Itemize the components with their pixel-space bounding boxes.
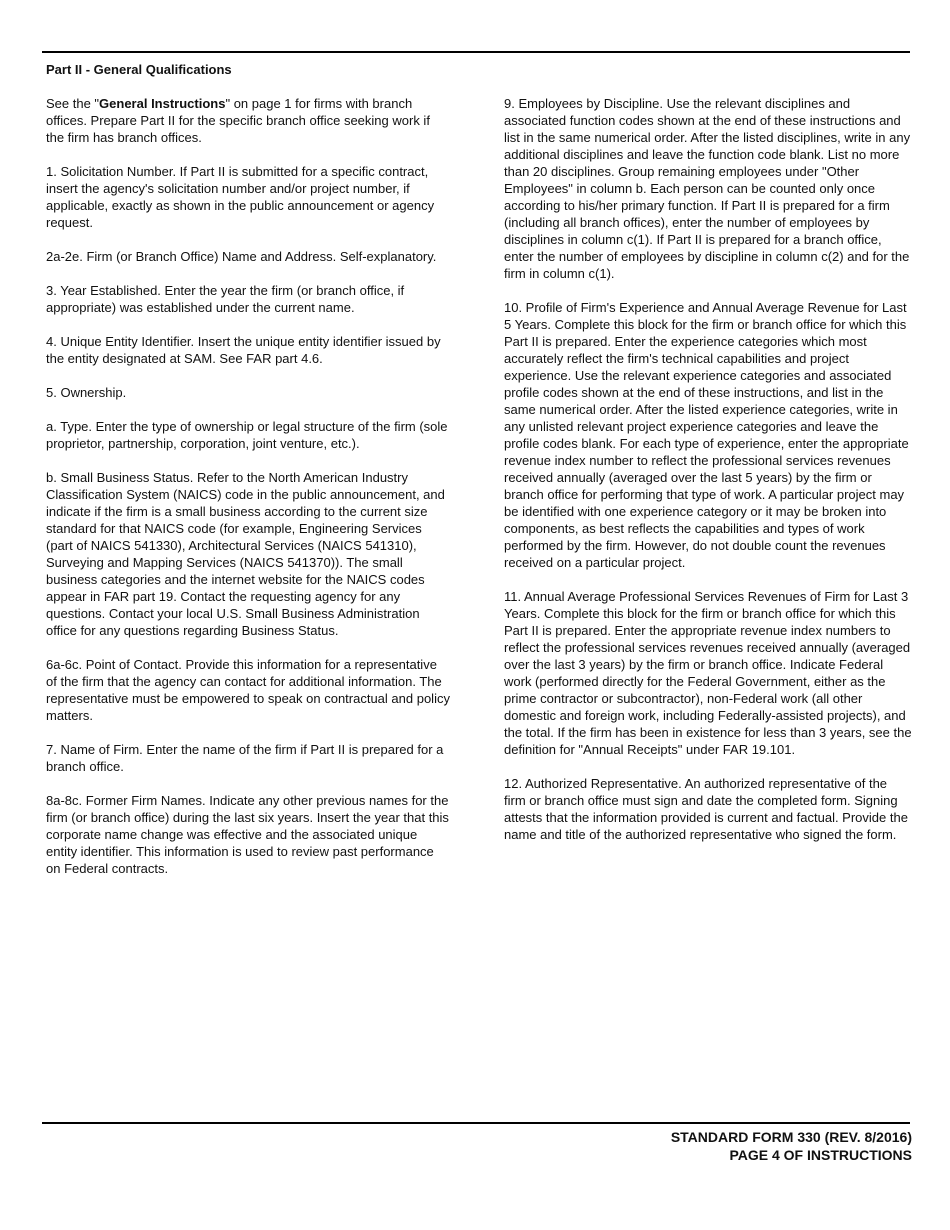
top-divider xyxy=(42,51,910,53)
item-5b-small-business-status: b. Small Business Status. Refer to the North American Industry Classification System (NAICS) code in the public announcement, and indicate if the firm is a small business according to the current size standard for that NAICS code (for example, Engineering Services (part of NAICS 541330), Architectural Services (NAICS 541310), Surveying and Mapping Services (NAICS 541370)). The small business categories and the internet website for the NAICS codes appear in FAR part 19. Contact the requesting agency for any questions. Contact your local U.S. Small Business Administration office for any questions regarding Business Status. xyxy=(46,470,445,638)
intro-text-start: See the " xyxy=(46,96,100,111)
general-instructions-emphasis: General Instructions xyxy=(99,96,226,111)
item-6-point-of-contact: 6a-6c. Point of Contact. Provide this information for a representative of the firm that the agency can contact for additional information. The representative must be empowered to speak on contractual and policy matters. xyxy=(46,657,450,723)
intro-text-end: " on page 1 for firms with branch offices. Prepare Part II for the specific branch office seeking work if the firm has branch offices. xyxy=(46,96,430,145)
form-identifier: STANDARD FORM 330 (REV. 8/2016) xyxy=(670,1129,912,1145)
item-10-profile-of-experience: 10. Profile of Firm's Experience and Annual Average Revenue for Last 5 Years. Complete this block for the firm or branch office for which this Part II is prepared. Enter the experience categories which most accurately reflect the firm's technical capabilities and project experience. Use the relevant experience categories and associated profile codes shown at the end of these instructions, and list in the same numerical order. After the listed experience categories, write in any unlisted relevant project experience categories and leave the profile codes blank. For each type of experience, enter the appropriate revenue index number to reflect the professional services revenues received annually (averaged over the last 5 years) by the firm or branch office for performing that type of work. A particular project may be identified with one experience category or it may be broken into components, as best reflects the capabilities and types of work performed by the firm. However, do not double count the revenues received on a particular project. xyxy=(504,300,909,570)
item-12-authorized-representative: 12. Authorized Representative. An authorized representative of the firm or branch office must sign and date the completed form. Signing attests that the information provided is current and factual. Provide the name and title of the authorized representative who signed the form. xyxy=(504,776,908,842)
page-number-label: PAGE 4 OF INSTRUCTIONS xyxy=(729,1147,912,1163)
left-column xyxy=(46,95,451,894)
bottom-divider xyxy=(42,1122,910,1124)
item-5a-type: a. Type. Enter the type of ownership or legal structure of the firm (sole proprietor, partnership, corporation, joint venture, etc.). xyxy=(46,419,448,451)
item-1-solicitation-number: 1. Solicitation Number. If Part II is submitted for a specific contract, insert the agency's solicitation number and/or project number, if applicable, exactly as shown in the public announcement or agency request. xyxy=(46,164,435,230)
item-11-annual-revenues: 11. Annual Average Professional Services Revenues of Firm for Last 3 Years. Complete this block for the firm or branch office for which this Part II is prepared. Enter the appropriate revenue index numbers to reflect the professional services revenues received annually (averaged over the last 3 years) by the firm or branch office. Indicate Federal work (performed directly for the Federal Government, either as the prime contractor or subcontractor), non-Federal work (all other domestic and foreign work, including Federally-assisted projects), and the total. If the firm has been in existence for less than 3 years, see the definition for "Annual Receipts" under FAR 19.101. xyxy=(504,589,912,757)
intro-paragraph xyxy=(46,95,451,146)
item-7-name-of-firm: 7. Name of Firm. Enter the name of the firm if Part II is prepared for a branch office. xyxy=(46,742,444,774)
section-title: Part II - General Qualifications xyxy=(46,62,232,77)
item-2-firm-name-address: 2a-2e. Firm (or Branch Office) Name and Address. Self-explanatory. xyxy=(46,249,437,264)
right-column xyxy=(504,95,912,860)
item-5-ownership: 5. Ownership. xyxy=(46,385,127,400)
item-4-unique-entity-identifier: 4. Unique Entity Identifier. Insert the unique entity identifier issued by the entity designated at SAM. See FAR part 4.6. xyxy=(46,334,441,366)
item-9-employees-by-discipline: 9. Employees by Discipline. Use the relevant disciplines and associated function codes shown at the end of these instructions and list in the same numerical order. After the listed disciplines, write in any additional disciplines and leave the function code blank. List no more than 20 disciplines. Group remaining employees under "Other Employees" in column b. Each person can be counted only once according to his/her primary function. If Part II is prepared for a firm (including all branch offices), enter the number of employees by disciplines in column c(1). If Part II is prepared for a branch office, enter the number of employees by discipline in column c(2) and for the firm in column c(1). xyxy=(504,96,911,281)
item-8-former-firm-names: 8a-8c. Former Firm Names. Indicate any other previous names for the firm (or branch office) during the last six years. Insert the year that this corporate name change was effective and the associated unique entity identifier. This information is used to review past performance on Federal contracts. xyxy=(46,793,449,876)
item-3-year-established: 3. Year Established. Enter the year the firm (or branch office, if appropriate) was established under the current name. xyxy=(46,283,405,315)
page-footer xyxy=(671,1128,912,1164)
